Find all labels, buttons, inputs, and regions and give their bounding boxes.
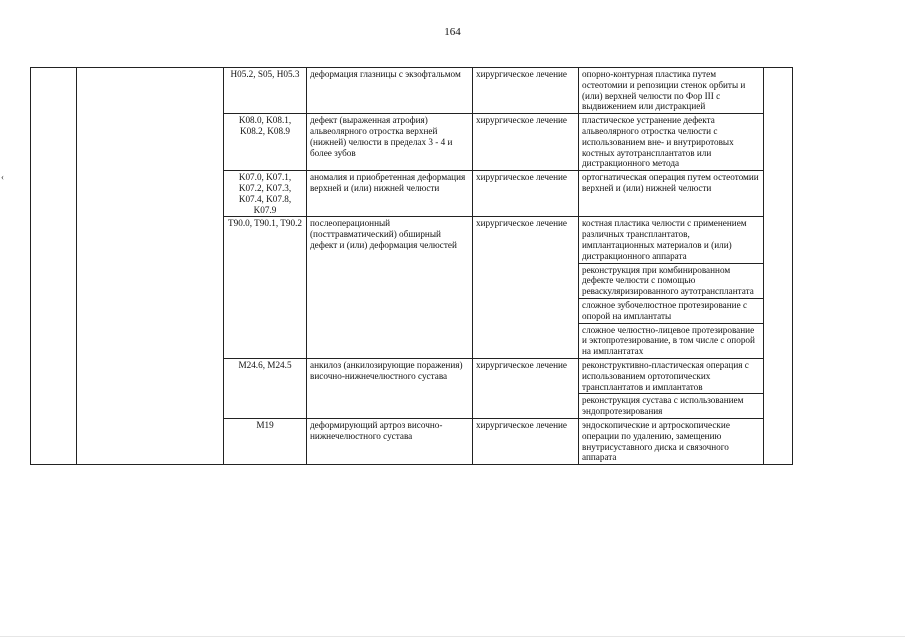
margin-mark: ‹ xyxy=(1,172,4,182)
method-cell: реконструктивно-пластическая операция с использованием ортотопических трансплантатов и имплантатов xyxy=(579,358,764,393)
empty-number-cell xyxy=(31,68,77,465)
method-cell: сложное челюстно-лицевое протезирование и эктопротезирование, в том числе с опорой на имплантатах xyxy=(579,323,764,358)
table-row xyxy=(31,68,793,114)
icd-code-cell: K07.0, K07.1, K07.2, K07.3, K07.4, K07.8, K07.9 xyxy=(224,171,307,217)
icd-code-cell: T90.0, T90.1, T90.2 xyxy=(224,217,307,359)
method-cell: сложное зубочелюстное протезирование с опорой на имплантаты xyxy=(579,298,764,323)
method-cell: реконструкция сустава с использованием эндопротезирования xyxy=(579,394,764,419)
treatment-cell: хирургическое лечение xyxy=(473,358,579,418)
treatment-cell: хирургическое лечение xyxy=(473,217,579,359)
method-cell: костная пластика челюсти с применением различных трансплантатов, имплантационных материалов и (или) дистракционного аппарата xyxy=(579,217,764,263)
method-cell: реконструкция при комбинированном дефекте челюсти с помощью реваскуляризированного аутотрансплантата xyxy=(579,263,764,298)
method-cell: пластическое устранение дефекта альвеолярного отростка челюсти с использованием вне- и внутриротовых костных аутотрансплантатов или дистракционного метода xyxy=(579,114,764,171)
treatment-cell: хирургическое лечение xyxy=(473,171,579,217)
icd-code-cell: M19 xyxy=(224,418,307,464)
table-body xyxy=(31,68,793,465)
treatment-cell: хирургическое лечение xyxy=(473,418,579,464)
page-edge xyxy=(0,636,905,637)
diagnosis-cell: аномалия и приобретенная деформация верхней и (или) нижней челюсти xyxy=(307,171,473,217)
treatment-cell: хирургическое лечение xyxy=(473,114,579,171)
method-cell: эндоскопические и артроскопические операции по удалению, замещению внутрисуставного диска и связочного аппарата xyxy=(579,418,764,464)
diagnosis-cell: послеоперационный (посттравматический) обширный дефект и (или) деформация челюстей xyxy=(307,217,473,359)
diagnosis-cell: деформация глазницы с экзофтальмом xyxy=(307,68,473,114)
procedures-table xyxy=(30,67,793,465)
icd-code-cell: K08.0, K08.1, K08.2, K08.9 xyxy=(224,114,307,171)
diagnosis-cell: анкилоз (анкилозирующие поражения) височно-нижнечелюстного сустава xyxy=(307,358,473,418)
icd-code-cell: M24.6, M24.5 xyxy=(224,358,307,418)
diagnosis-cell: деформирующий артроз височно-нижнечелюстного сустава xyxy=(307,418,473,464)
icd-code-cell: H05.2, S05, H05.3 xyxy=(224,68,307,114)
diagnosis-cell: дефект (выраженная атрофия) альвеолярного отростка верхней (нижней) челюсти в пределах 3 - 4 и более зубов xyxy=(307,114,473,171)
page-number: 164 xyxy=(444,26,461,38)
empty-last-cell xyxy=(764,68,793,465)
method-cell: ортогнатическая операция путем остеотомии верхней и (или) нижней челюсти xyxy=(579,171,764,217)
empty-group-cell xyxy=(77,68,224,465)
method-cell: опорно-контурная пластика путем остеотомии и репозиции стенок орбиты и (или) верхней челюсти по Фор III с выдвижением или дистракцией xyxy=(579,68,764,114)
treatment-cell: хирургическое лечение xyxy=(473,68,579,114)
